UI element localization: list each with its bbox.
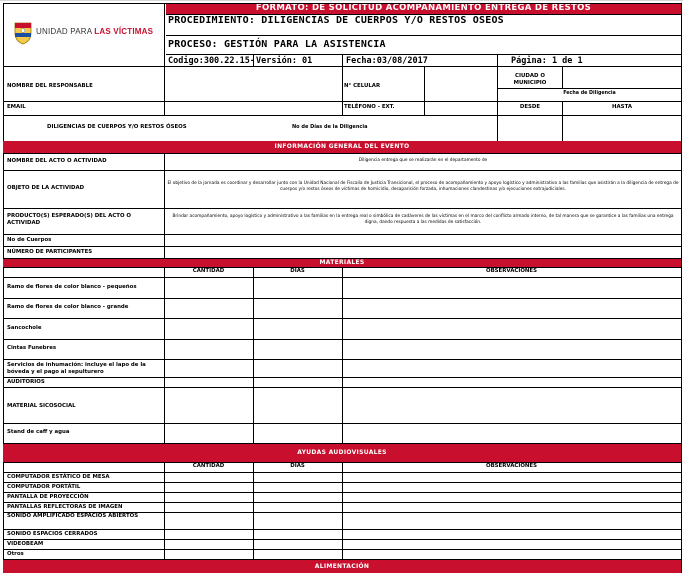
objective-label: OBJETO DE LA ACTIVIDAD	[7, 185, 85, 191]
bodies-label: No de Cuerpos	[7, 237, 52, 243]
materials-col-days: DÍAS	[290, 268, 305, 274]
format-title: FORMATO: DE SOLICITUD ACOMPAÑAMIENTO ENTREGA DE RESTOS	[166, 3, 681, 14]
logo	[12, 16, 152, 52]
participants-label: NÚMERO DE PARTICIPANTES	[7, 249, 93, 255]
responsible-name-field[interactable]	[165, 74, 341, 101]
material-row-label: AUDITORIOS	[7, 379, 45, 385]
cell-field[interactable]	[425, 74, 496, 101]
format-version: Versión: 01	[256, 56, 313, 66]
bodies-field[interactable]	[165, 235, 680, 246]
material-row-label: Cintas Funebres	[7, 345, 57, 351]
cell-label: N° CELULAR	[344, 83, 381, 89]
to-label: HASTA	[612, 104, 632, 110]
material-row-label: Servicios de inhumación: incluye el lapo de la bóveda y el pago al sepulturero	[7, 362, 146, 375]
procedure-title: PROCEDIMIENTO: DILIGENCIAS DE CUERPOS Y/O RESTOS ÓSEOS	[168, 15, 504, 26]
av-row-label: COMPUTADOR ESTÁTICO DE MESA	[7, 474, 110, 480]
format-code: Codigo:300.22.15-	[168, 56, 255, 66]
av-row-label: SONIDO ESPACIOS CERRADOS	[7, 531, 98, 537]
to-date-field[interactable]	[563, 116, 680, 140]
process-title: PROCESO: GESTIÓN PARA LA ASISTENCIA	[168, 39, 386, 50]
products-value: Brindar acompañamiento, apoyo logístico y administrativo a las familias en la entrega real o simbólica de cadáveres de las víctimas en el marco del conflicto armado interno, de tal manera que se garantice a las familias una entrega digna, dando respuesta a las medidas de satisfacción.	[172, 214, 674, 225]
material-row-label: Sancochole	[7, 325, 42, 331]
act-name-value: Diligencia entrega que se realizarán en el departamento de	[358, 158, 488, 163]
materials-col-observations: OBSERVACIONES	[485, 268, 537, 274]
av-row-label: PANTALLA DE PROYECCIÓN	[7, 494, 89, 500]
av-row-label: COMPUTADOR PORTÁTIL	[7, 484, 81, 490]
av-col-days: DÍAS	[290, 463, 305, 469]
act-name-label: NOMBRE DEL ACTO O ACTIVIDAD	[7, 158, 107, 164]
av-row-label: Otros	[7, 551, 24, 557]
logo-brand: UNIDAD PARA	[36, 27, 92, 36]
av-col-quantity: CANTIDAD	[192, 463, 225, 469]
material-row-label: Ramo de flores de color blanco - grande	[7, 304, 129, 310]
coat-of-arms-icon	[12, 20, 34, 46]
phone-field[interactable]	[425, 102, 496, 115]
days-label: No de Días de la Diligencia	[292, 124, 368, 130]
email-label: EMAIL	[7, 104, 26, 110]
material-row-label: MATERIAL SICOSOCIAL	[7, 403, 76, 409]
av-row-label: SONIDO AMPLIFICADO ESPACIOS ABIERTOS	[7, 513, 139, 519]
from-label: DESDE	[519, 104, 541, 110]
av-row-label: VIDEOBEAM	[7, 541, 44, 547]
food-section-header: ALIMENTACIÓN	[3, 560, 681, 573]
city-label: CIUDAD O MUNICIPIO	[513, 73, 547, 86]
material-row-label: Ramo de flores de color blanco - pequeños	[7, 284, 137, 290]
email-field[interactable]	[165, 102, 341, 115]
logo-brand-accent: LAS VÍCTIMAS	[94, 27, 154, 36]
general-section-header: INFORMACIÓN GENERAL DEL EVENTO	[3, 141, 681, 153]
audiovisual-section-header: AYUDAS AUDIOVISUALES	[3, 444, 681, 462]
av-row-label: PANTALLAS REFLECTORAS DE IMAGEN	[7, 504, 123, 510]
materials-section-header: MATERIALES	[3, 259, 681, 267]
products-label: PRODUCTO(S) ESPERADO(S) DEL ACTO O ACTIVIDAD	[7, 213, 132, 226]
materials-col-quantity: CANTIDAD	[192, 268, 225, 274]
phone-label: TELÉFONO - EXT.	[344, 104, 395, 110]
participants-field[interactable]	[165, 247, 680, 258]
responsible-name-label: NOMBRE DEL RESPONSABLE	[7, 83, 93, 89]
format-page: Página: 1 de 1	[511, 56, 583, 66]
city-field[interactable]	[563, 74, 680, 88]
diligences-label: DILIGENCIAS DE CUERPOS Y/O RESTOS ÓSEOS	[47, 124, 187, 130]
av-col-observations: OBSERVACIONES	[485, 463, 537, 469]
objective-value: El objetivo de la jornada es coordinar y desarrollar junto con la Unidad Nacional de Fiscalía de Justicia Transicional, el proceso de acompañamiento y apoyo logístico y administrativo a las familias que asistirán a la diligencia de entrega de cuerpos y/o restos óseos de víctimas de homicidio, desaparición forzada, inhumaciones clandestinas y/o ejecuciones extrajudiciales.	[167, 181, 679, 192]
format-date: Fecha:03/08/2017	[346, 56, 428, 66]
diligence-date-label: Fecha de Diligencia	[563, 91, 616, 96]
from-date-field[interactable]	[498, 116, 562, 140]
material-row-label: Stand de caff y agua	[7, 429, 70, 435]
